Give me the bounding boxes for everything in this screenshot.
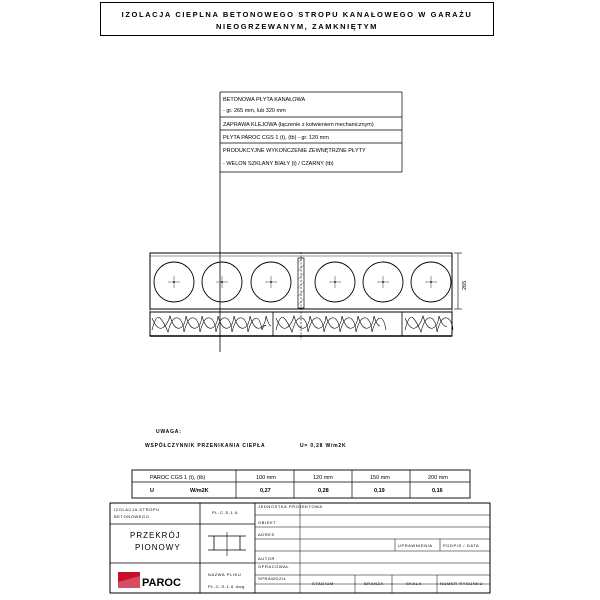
table-header-150: 150 mm (370, 475, 390, 481)
layer-label-4: PŁYTA PAROC CGS 1 (t), (tb) - gr. 120 mm (223, 135, 329, 141)
field-branch: BRANŻA (364, 581, 384, 586)
brand-name: PAROC (142, 577, 181, 589)
layer-label-1: BETONOWA PŁYTA KANAŁOWA (223, 97, 306, 103)
table-row-unit: W/m2K (190, 488, 209, 494)
table-header-100: 100 mm (256, 475, 276, 481)
note-value: U= 0,28 W/m2K (300, 443, 347, 449)
table-cell-120: 0,28 (318, 488, 329, 494)
drawing-title-line-1: IZOLACJA CIEPLNA BETONOWEGO STROPU KANAŁOWEGO W GARAŻU (121, 10, 473, 19)
layer-label-2: - gr. 265 mm, lub 320 mm (223, 108, 286, 114)
subject-line-1: IZOLACJA STROPU (114, 507, 160, 512)
hollow-core-slab (150, 252, 452, 340)
field-checked: SPRAWDZIŁ (258, 576, 287, 581)
table-header-product: PAROC CGS 1 (t), (tb) (150, 475, 206, 481)
layer-label-5: PRODUKCYJNE WYKOŃCZENIE ZEWNĘTRZNE PŁYTY (223, 148, 366, 154)
insulation-board (150, 312, 453, 336)
section-line-2: PIONOWY (135, 543, 181, 552)
field-stage: STADIUM (312, 581, 334, 586)
table-header-200: 200 mm (428, 475, 448, 481)
field-address: ADRES (258, 532, 275, 537)
field-prepared: OPRACOWAŁ (258, 564, 290, 569)
paroc-logo (118, 572, 140, 588)
section-line-1: PRZEKRÓJ (130, 531, 181, 540)
file-name: PL-C-S-1.6.dwg (208, 584, 245, 589)
slab-dimension (454, 253, 468, 309)
table-header-120: 120 mm (313, 475, 333, 481)
field-signature: PODPIS / DATA (443, 543, 480, 548)
table-cell-200: 0,16 (432, 488, 443, 494)
field-permissions: UPRAWNIENIA (398, 543, 433, 548)
drawing-code: PL-C-S-1.6 (212, 510, 239, 515)
drawing-title-line-2: NIEOGRZEWANYM, ZAMKNIĘTYM (215, 22, 379, 31)
table-row-label: U (150, 488, 154, 494)
table-cell-150: 0,19 (374, 488, 385, 494)
dimension-label: 265 (462, 280, 468, 290)
field-author: AUTOR (258, 556, 275, 561)
note-label: UWAGA: (156, 429, 182, 435)
title-block (110, 503, 490, 593)
file-label: NAZWA PLIKU (208, 572, 242, 577)
table-cell-100: 0,27 (260, 488, 271, 494)
subject-line-2: BETONOWEGO (114, 514, 150, 519)
field-unit: JEDNOSTKA PROJEKTOWA (258, 504, 323, 509)
field-object: OBIEKT (258, 520, 277, 525)
field-drawing-number: NUMER RYSUNKU (440, 581, 484, 586)
field-scale: SKALA (406, 581, 422, 586)
note-text: WSPÓŁCZYNNIK PRZENIKANIA CIEPŁA (145, 443, 266, 449)
layer-label-3: ZAPRAWA KLEJOWA (łączenie z kotwieniem mechanicznym) (223, 122, 374, 128)
layer-label-6: - WELON SZKLANY BIAŁY (t) / CZARNY (tb) (223, 161, 334, 167)
u-value-table (132, 470, 470, 498)
section-thumbnail (208, 532, 246, 556)
layer-callout (220, 92, 402, 352)
